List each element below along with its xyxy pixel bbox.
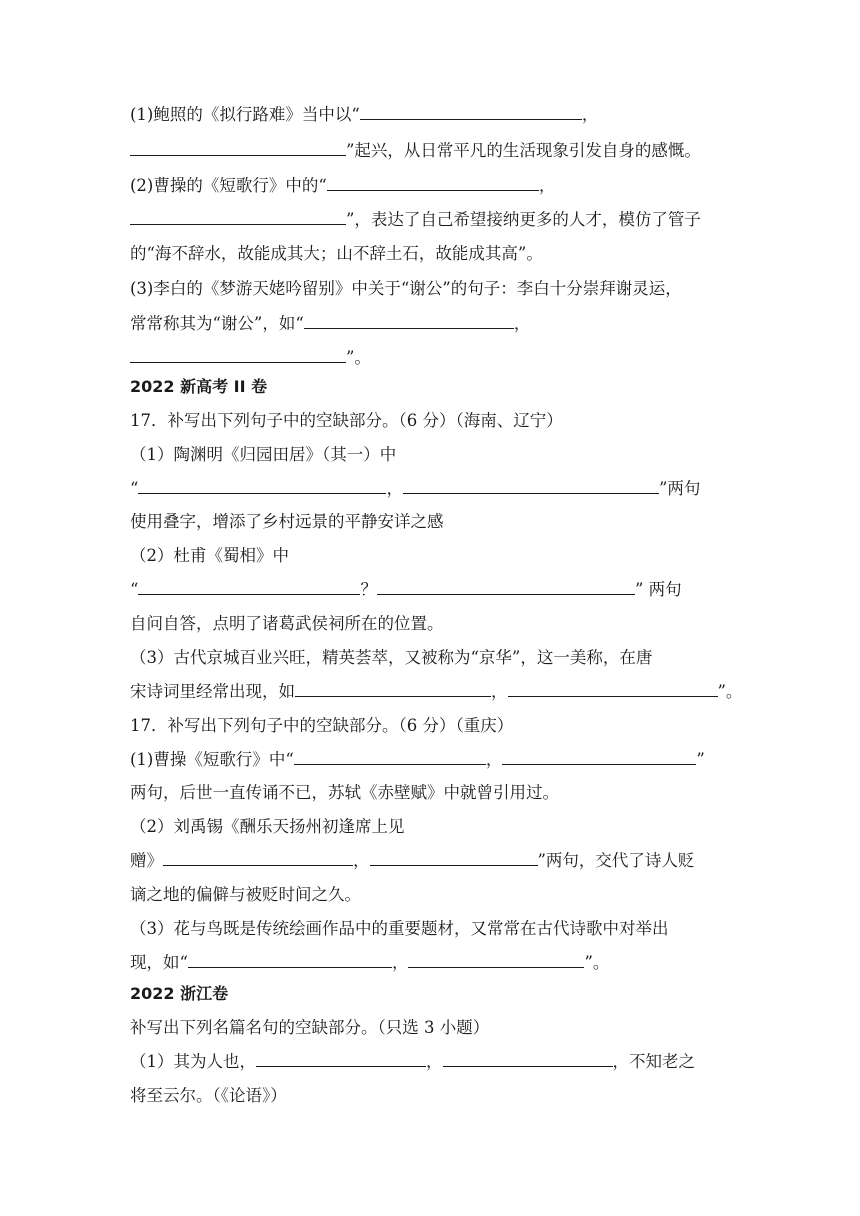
question-line (130, 782, 559, 804)
question-line (130, 140, 701, 162)
question-line (130, 816, 405, 838)
question-text: （3）花与鸟既是传统绘画作品中的重要题材，又常常在古代诗歌中对举出 (130, 919, 669, 938)
question-line (130, 444, 396, 466)
question-text: ” (696, 750, 705, 769)
answer-blank[interactable] (360, 104, 582, 120)
question-text: （2）杜甫《蜀相》中 (130, 546, 289, 565)
question-line (130, 715, 513, 737)
answer-blank[interactable] (130, 140, 346, 156)
question-text: （3）古代京城百业兴旺，精英荟萃，又被称为“京华”，这一美称，在唐 (130, 648, 653, 667)
question-text: 17．补写出下列句子中的空缺部分。（6 分）（海南、辽宁） (130, 411, 563, 430)
question-text: 谪之地的偏僻与被贬时间之久。 (130, 885, 361, 904)
question-line (130, 884, 361, 906)
answer-blank[interactable] (327, 175, 539, 191)
question-text: ， (391, 953, 409, 972)
question-text: “ (130, 580, 139, 599)
answer-blank[interactable] (408, 952, 584, 968)
question-text: （1）陶渊明《归园田居》（其一）中 (130, 445, 397, 464)
answer-blank[interactable] (502, 749, 696, 765)
question-text: ”。 (584, 953, 610, 972)
question-text: ”，表达了自己希望接纳更多的人才，模仿了管子 (346, 210, 701, 229)
question-text: 两句，后世一直传诵不已，苏轼《赤壁赋》中就曾引用过。 (130, 783, 559, 802)
answer-blank[interactable] (508, 681, 718, 697)
question-line (130, 749, 705, 771)
question-text: （2）刘禹锡《酬乐天扬州初逢席上见 (130, 817, 405, 836)
question-text: 赠》 (130, 851, 163, 870)
answer-blank[interactable] (138, 478, 386, 494)
question-text: 的“海不辞水，故能成其大；山不辞土石，故能成其高”。 (130, 244, 543, 263)
question-line (130, 681, 742, 703)
question-text: ”起兴，从日常平凡的生活现象引发自身的感慨。 (346, 141, 701, 160)
question-text: ， (353, 851, 370, 870)
question-line (130, 313, 530, 335)
question-line (130, 347, 371, 369)
question-text: 17．补写出下列句子中的空缺部分。（6 分）（重庆） (130, 716, 514, 735)
question-text: ， (386, 479, 403, 498)
answer-blank[interactable] (370, 850, 538, 866)
answer-blank[interactable] (295, 681, 491, 697)
question-text: 使用叠字，增添了乡村远景的平静安详之感 (130, 512, 444, 531)
answer-blank[interactable] (130, 347, 346, 363)
answer-blank[interactable] (443, 1051, 613, 1067)
question-text: ” 两句 (634, 580, 682, 599)
question-text: 常常称其为“谢公”，如“ (130, 314, 304, 333)
question-text: (2)曹操的《短歌行》中的“ (130, 176, 327, 195)
question-line (130, 1051, 695, 1073)
question-text: ”两句，交代了诗人贬 (537, 851, 695, 870)
question-text: (1)鲍照的《拟行路难》当中以“ (130, 105, 360, 124)
question-line (130, 613, 444, 635)
answer-blank[interactable] (163, 850, 353, 866)
question-line (130, 175, 555, 197)
section-heading: 2022 浙江卷 (130, 984, 229, 1003)
answer-blank[interactable] (304, 313, 514, 329)
question-line (130, 952, 609, 974)
question-text: ， (513, 314, 531, 333)
question-text: ， (491, 682, 508, 701)
question-line (130, 1017, 489, 1039)
question-text: 自问自答，点明了诸葛武侯祠所在的位置。 (130, 614, 444, 633)
question-text: ？ (360, 580, 377, 599)
question-text: “ (130, 479, 139, 498)
question-text: （1）其为人也， (130, 1052, 256, 1071)
question-line (130, 850, 694, 872)
question-line (130, 478, 700, 500)
question-line (130, 104, 598, 126)
question-text: ，不知老之 (612, 1052, 695, 1071)
question-text: 现，如“ (130, 953, 188, 972)
question-line (130, 410, 563, 432)
question-line (130, 278, 682, 300)
answer-blank[interactable] (130, 209, 346, 225)
question-text: 将至云尔。（《论语》） (130, 1086, 287, 1105)
question-text: 宋诗词里经常出现，如 (130, 682, 295, 701)
answer-blank[interactable] (377, 579, 635, 595)
answer-blank[interactable] (256, 1051, 426, 1067)
question-text: ”两句 (658, 479, 701, 498)
question-text: (3)李白的《梦游天姥吟留别》中关于“谢公”的句子：李白十分崇拜谢灵运， (130, 279, 682, 298)
question-text: ， (426, 1052, 443, 1071)
question-line (130, 511, 444, 533)
question-line (130, 647, 652, 669)
answer-blank[interactable] (403, 478, 659, 494)
question-line (130, 918, 669, 940)
question-line (130, 579, 682, 601)
answer-blank[interactable] (294, 749, 486, 765)
question-text: (1)曹操《短歌行》中“ (130, 750, 294, 769)
question-line (130, 545, 289, 567)
question-line (130, 1085, 287, 1107)
answer-blank[interactable] (188, 952, 392, 968)
question-text: ”。 (717, 682, 743, 701)
question-line (130, 209, 701, 231)
answer-blank[interactable] (138, 579, 360, 595)
section-heading: 2022 新高考 II 卷 (130, 377, 268, 396)
question-line (130, 243, 543, 265)
question-text: 补写出下列名篇名句的空缺部分。（只选 3 小题） (130, 1018, 490, 1037)
question-text: ， (485, 750, 503, 769)
question-text: ， (581, 105, 599, 124)
question-text: ， (538, 176, 556, 195)
question-text: ”。 (346, 348, 371, 367)
